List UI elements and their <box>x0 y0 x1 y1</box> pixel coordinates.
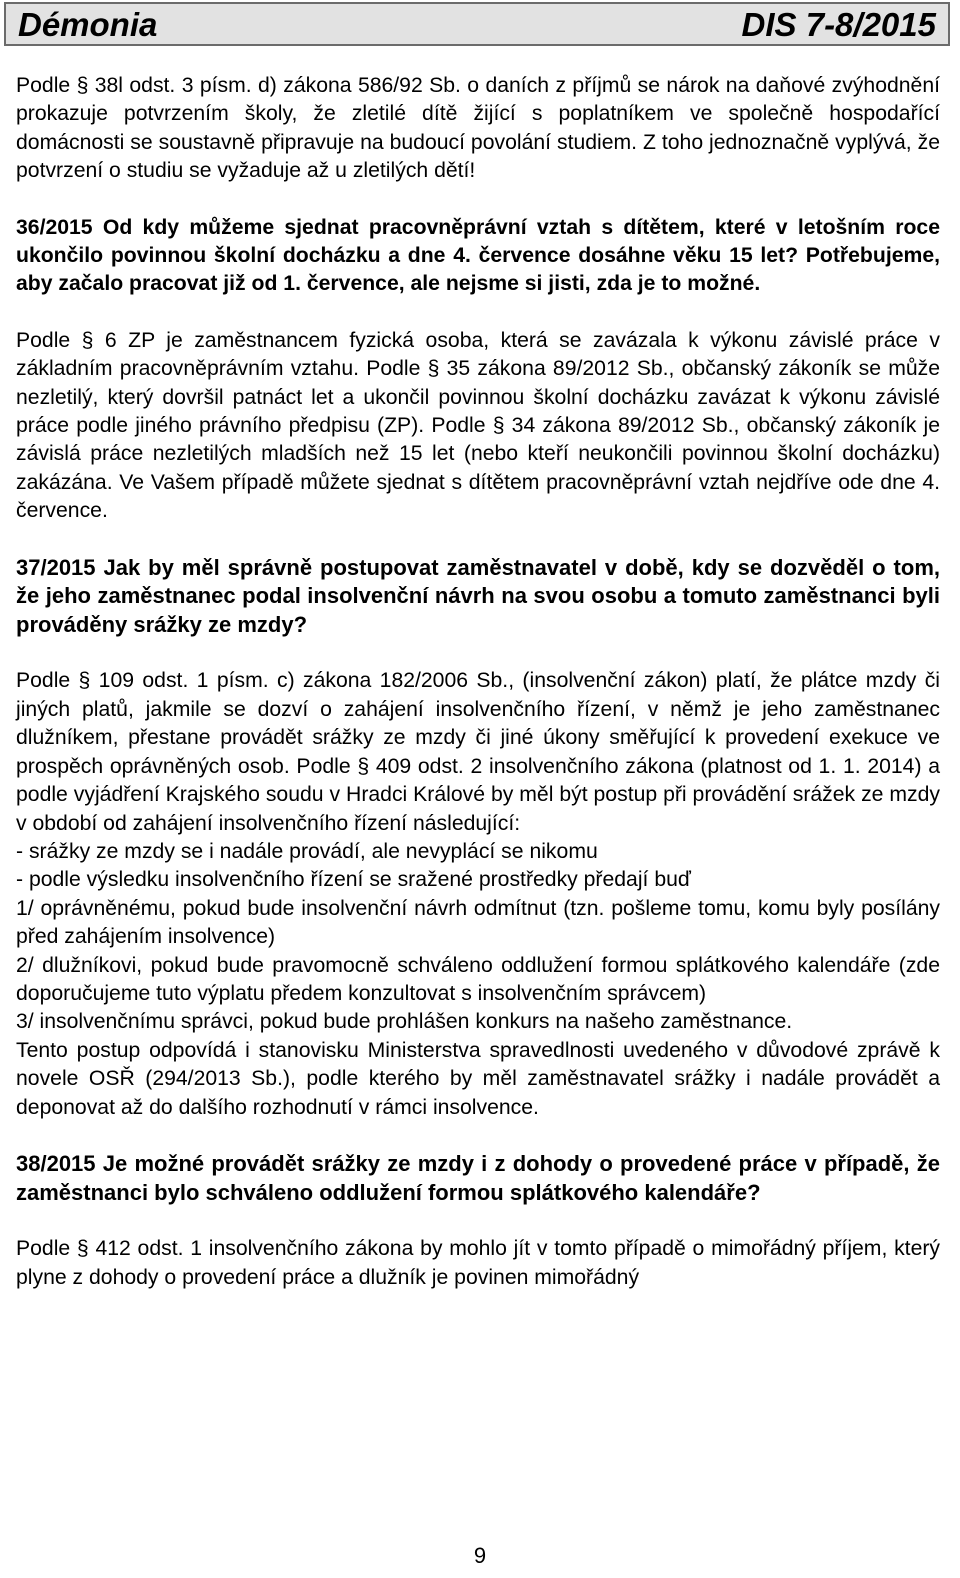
article-body <box>16 72 940 1292</box>
answer-37-item-1: - srážky ze mzdy se i nadále provádí, ale nevyplácí se nikomu <box>16 839 598 863</box>
answer-37-item-2: - podle výsledku insolvenčního řízení se sražené prostředky předají buď <box>16 868 691 892</box>
answer-36: Podle § 6 ZP je zaměstnancem fyzická osoba, která se zavázala k výkonu závislé práce v základním pracovněprávním vztahu. Podle § 35 zákona 89/2012 Sb., občanský zákoník se může nezletilý, který dovršil patnáct let a ukončil povinnou školní docházku zavázat k výkonu závislé práce podle jiného právního předpisu (ZP). Podle § 34 zákona 89/2012 Sb., občanský zákoník je závislá práce nezletilých mladších než 15 let (nebo kteří neukončili povinnou školní docházku) zakázána. Ve Vašem případě můžete sjednat s dítětem pracovněprávní vztah nejdříve ode dne 4. července. <box>16 328 940 523</box>
answer-38: Podle § 412 odst. 1 insolvenčního zákona by mohlo jít v tomto případě o mimořádný příjem, který plyne z dohody o provedení práce a dlužník je povinen mimořádný <box>16 1237 940 1289</box>
paragraph-tax-note: Podle § 38l odst. 3 písm. d) zákona 586/92 Sb. o daních z příjmů se nárok na daňové zvýhodnění prokazuje potvrzením školy, že zletilé dítě žijící s poplatníkem ve společně hospodařící domácnosti se soustavně připravuje na budoucí povolání studiem. Z toho jednoznačně vyplývá, že potvrzení o studiu se vyžaduje až u zletilých dětí! <box>16 74 940 183</box>
answer-37-item-4: 2/ dlužníkovi, pokud bude pravomocně schváleno oddlužení formou splátkového kalendáře (zde doporučujeme tuto výplatu předem konzultovat s insolvenčním správcem) <box>16 953 940 1005</box>
page-number: 9 <box>473 1543 487 1568</box>
answer-37-item-5: 3/ insolvenčnímu správci, pokud bude prohlášen konkurs na našeho zaměstnance. <box>16 1010 793 1034</box>
answer-37-conclusion: Tento postup odpovídá i stanovisku Ministerstva spravedlnosti uvedeného v důvodové zprávě k novele OSŘ (294/2013 Sb.), podle kterého by měl zaměstnavatel srážky i nadále provádět a deponovat až do dalšího rozhodnutí v rámci insolvence. <box>16 1038 940 1119</box>
publication-title: Démonia <box>18 5 158 43</box>
answer-37-item-3: 1/ oprávněnému, pokud bude insolvenční návrh odmítnut (tzn. pošleme tomu, komu byly posílány před zahájením insolvence) <box>16 896 940 949</box>
question-37: 37/2015 Jak by měl správně postupovat zaměstnavatel v době, kdy se dozvěděl o tom, že jeho zaměstnanec podal insolvenční návrh na svou osobu a tomuto zaměstnanci byli prováděny srážky ze mzdy? <box>16 554 940 637</box>
question-38: 38/2015 Je možné provádět srážky ze mzdy i z dohody o provedené práce v případě, že zaměstnanci bylo schváleno oddlužení formou splátkového kalendáře? <box>16 1150 940 1205</box>
page-header <box>4 2 950 46</box>
issue-label: DIS 7-8/2015 <box>741 5 936 43</box>
answer-37-intro: Podle § 109 odst. 1 písm. c) zákona 182/2006 Sb., (insolvenční zákon) platí, že plátce mzdy či jiných platů, jakmile se dozví o zahájení insolvenčního řízení, v němž je jeho zaměstnanec dlužníkem, přestane provádět srážky ze mzdy či jiné úkony směřující k provedení exekuce ve prospěch oprávněných osob. Podle § 409 odst. 2 insolvenčního zákona (platnost od 1. 1. 2014) a podle vyjádření Krajského soudu v Hradci Králové by měl být postup při provádění srážek ze mzdy v období od zahájení insolvenčního řízení následující: <box>16 669 940 835</box>
question-36: 36/2015 Od kdy můžeme sjednat pracovněprávní vztah s dítětem, které v letošním roce ukončilo povinnou školní docházku a dne 4. července dosáhne věku 15 let? Potřebujeme, aby začalo pracovat již od 1. července, ale nejsme si jisti, zda je to možné. <box>16 215 940 296</box>
